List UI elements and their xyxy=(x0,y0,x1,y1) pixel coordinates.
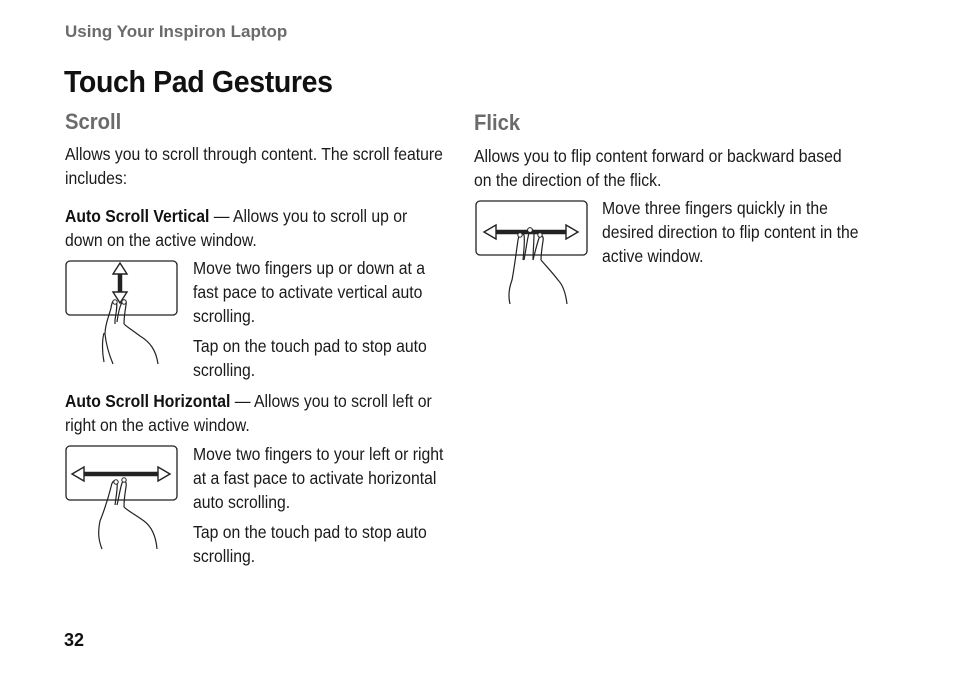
page-title: Touch Pad Gestures xyxy=(64,64,333,99)
horizontal-scroll-gesture-icon xyxy=(62,443,182,555)
scroll-heading: Scroll xyxy=(65,109,122,134)
horizontal-scroll-description xyxy=(65,389,443,437)
vertical-scroll-instruction: Move two fingers up or down at a fast pace to activate vertical auto scrolling. xyxy=(193,258,426,326)
flick-heading: Flick xyxy=(474,110,521,135)
flick-gesture-icon xyxy=(472,198,592,308)
vertical-scroll-desc: — Allows you to scroll up or down on the active window. xyxy=(65,206,408,250)
horizontal-scroll-desc: — Allows you to scroll left or right on the active window. xyxy=(65,391,432,435)
vertical-scroll-term: Auto Scroll Vertical xyxy=(65,206,210,226)
horizontal-scroll-term: Auto Scroll Horizontal xyxy=(65,391,231,411)
horizontal-scroll-stop: Tap on the touch pad to stop auto scrolling. xyxy=(193,522,427,566)
scroll-intro: Allows you to scroll through content. The scroll feature includes: xyxy=(65,144,443,188)
flick-instruction: Move three fingers quickly in the desired direction to flip content in the active window. xyxy=(602,198,859,266)
vertical-scroll-stop: Tap on the touch pad to stop auto scrolling. xyxy=(193,336,427,380)
horizontal-scroll-instruction: Move two fingers to your left or right at a fast pace to activate horizontal auto scrolling. xyxy=(193,444,444,512)
vertical-scroll-description xyxy=(65,204,443,252)
running-header: Using Your Inspiron Laptop xyxy=(65,22,288,41)
flick-intro: Allows you to flip content forward or backward based on the direction of the flick. xyxy=(474,146,842,190)
vertical-scroll-gesture-icon xyxy=(62,258,182,370)
page-number: 32 xyxy=(64,630,85,650)
